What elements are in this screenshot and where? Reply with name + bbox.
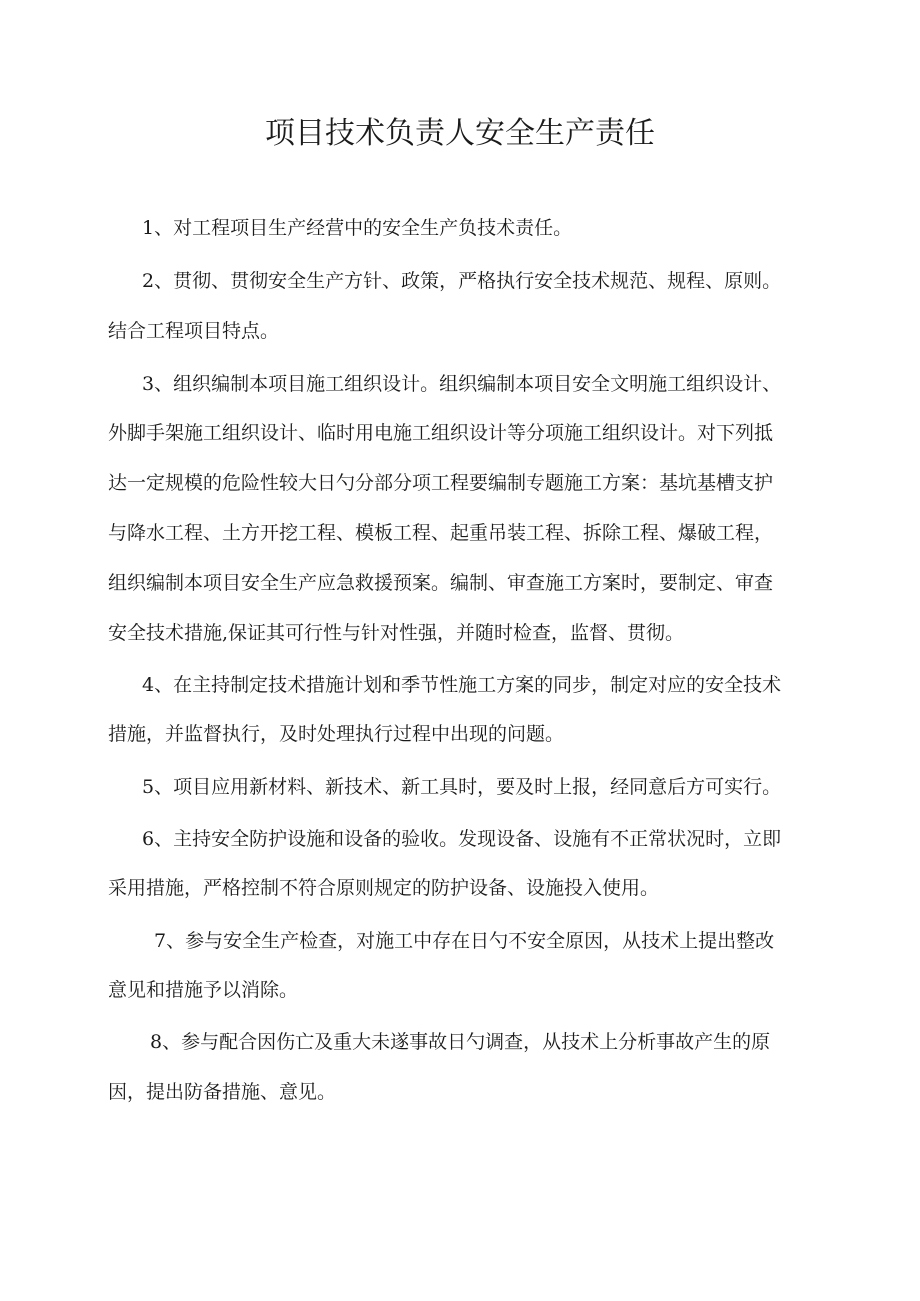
item-2-line-2: 结合工程项目特点。	[108, 320, 280, 342]
item-6-line-2: 采用措施，严格控制不符合原则规定的防护设备、设施投入使用。	[108, 877, 660, 899]
item-8-line-1: 8、参与配合因伤亡及重大未遂事故日勺调查，从技术上分析事故产生的原	[150, 1031, 771, 1053]
page-title: 项目技术负责人安全生产责任	[265, 116, 655, 151]
item-3-line-3: 达一定规模的危险性较大日勺分部分项工程要编制专题施工方案：基坑基槽支护	[108, 472, 774, 494]
item-7-line-2: 意见和措施予以消除。	[108, 979, 299, 1001]
item-5-line-1: 5、项目应用新材料、新技术、新工具时，要及时上报，经同意后方可实行。	[142, 776, 782, 798]
item-8-line-2: 因，提出防备措施、意见。	[108, 1081, 337, 1103]
item-7-line-1: 7、参与安全生产检查，对施工中存在日勺不安全原因，从技术上提出整改	[154, 930, 775, 952]
item-3-line-6: 安全技术措施,保证其可行性与针对性强，并随时检查，监督、贯彻。	[108, 622, 685, 644]
item-3-line-2: 外脚手架施工组织设计、临时用电施工组织设计等分项施工组织设计。对下列抵	[108, 422, 774, 444]
item-6-line-1: 6、主持安全防护设施和设备的验收。发现设备、设施有不正常状况时，立即	[142, 828, 782, 850]
item-3-line-1: 3、组织编制本项目施工组织设计。组织编制本项目安全文明施工组织设计、	[142, 373, 782, 395]
item-3-line-5: 组织编制本项目安全生产应急救援预案。编制、审查施工方案时，要制定、审查	[108, 572, 774, 594]
item-2-line-1: 2、贯彻、贯彻安全生产方针、政策，严格执行安全技术规范、规程、原则。	[142, 270, 782, 292]
item-4-line-2: 措施，并监督执行，及时处理执行过程中出现的问题。	[108, 723, 565, 745]
item-3-line-4: 与降水工程、土方开挖工程、模板工程、起重吊装工程、拆除工程、爆破工程，	[108, 522, 774, 544]
item-4-line-1: 4、在主持制定技术措施计划和季节性施工方案的同步，制定对应的安全技术	[142, 674, 782, 696]
item-1-line-1: 1、对工程项目生产经营中的安全生产负技术责任。	[142, 217, 573, 239]
